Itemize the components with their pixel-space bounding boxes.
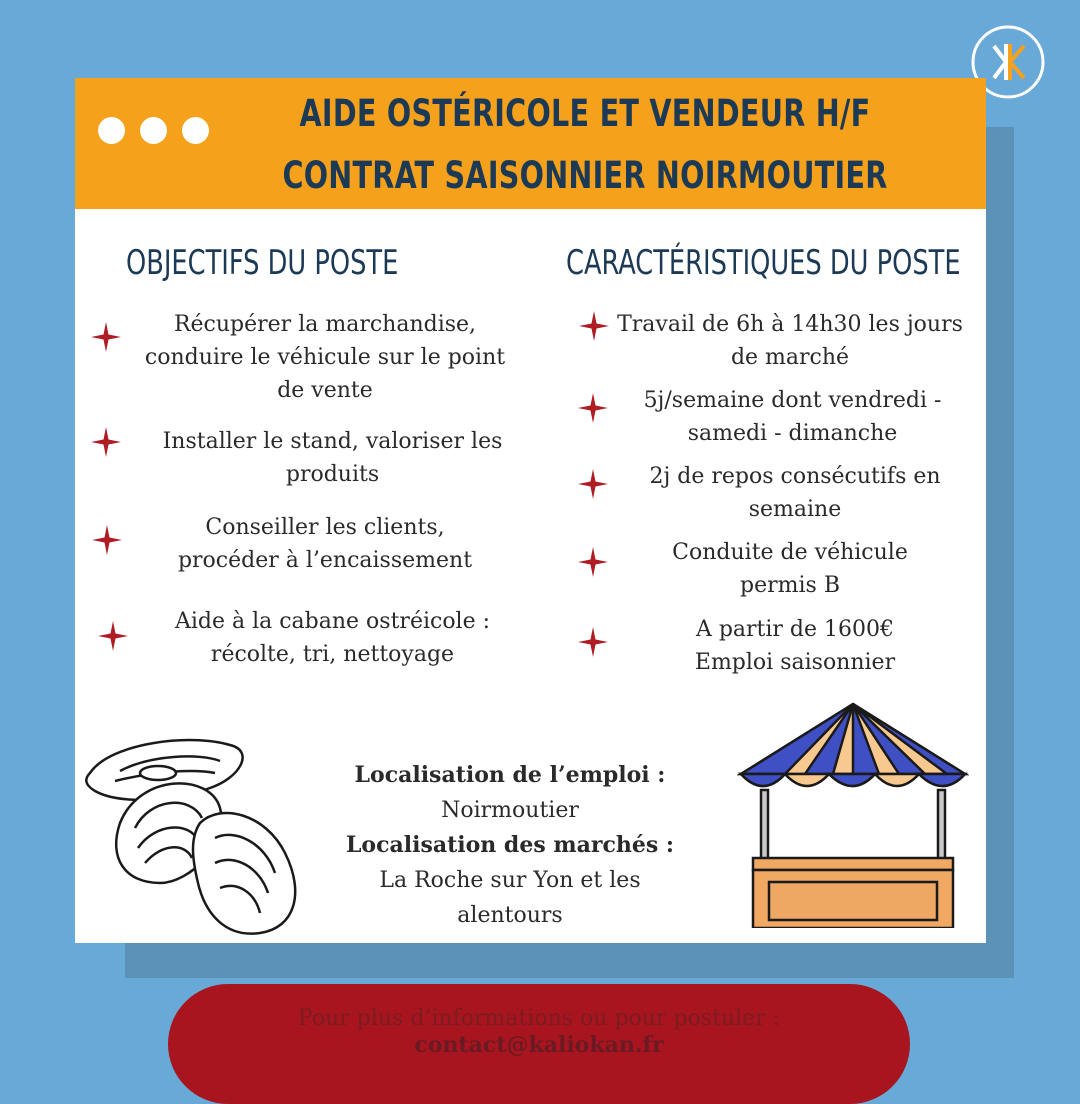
window-dots (98, 117, 209, 144)
four-point-star-icon (98, 621, 128, 651)
markets-location-value: La Roche sur Yon et les alentours (379, 868, 641, 928)
job-location-value: Noirmoutier (441, 798, 579, 823)
contact-banner (168, 984, 910, 1104)
oysters-illustration (80, 733, 320, 947)
dot (182, 117, 209, 144)
market-stand-illustration (737, 698, 969, 932)
objectives-title: OBJECTIFS DU POSTE (126, 243, 399, 283)
card-header (75, 78, 986, 209)
characteristic-item: Conduite de véhicule permis B (672, 540, 908, 598)
objective-item: Récupérer la marchandise, conduire le véhicule sur le point de vente (144, 312, 506, 403)
contact-email-link[interactable]: contact@kaliokan.fr (414, 1032, 664, 1058)
job-card (75, 78, 986, 943)
job-title: AIDE OSTÉRICOLE ET VENDEUR H/F (299, 92, 871, 135)
characteristic-item: 2j de repos consécutifs en semaine (649, 464, 941, 522)
four-point-star-icon (578, 627, 608, 657)
characteristic-item: A partir de 1600€ Emploi saisonnier (694, 617, 896, 675)
characteristic-item: 5j/semaine dont vendredi - samedi - dimanche (643, 388, 942, 446)
four-point-star-icon (578, 393, 608, 423)
four-point-star-icon (578, 469, 608, 499)
markets-location-label: Localisation des marchés : (345, 832, 675, 858)
objective-item: Aide à la cabane ostréicole : récolte, tri, nettoyage (174, 609, 491, 667)
characteristics-title: CARACTÉRISTIQUES DU POSTE (566, 243, 961, 283)
four-point-star-icon (92, 525, 122, 555)
characteristic-item: Travail de 6h à 14h30 les jours de marché (617, 312, 963, 370)
dot (98, 117, 125, 144)
objective-item: Conseiller les clients, procéder à l’encaissement (177, 515, 473, 573)
dot (140, 117, 167, 144)
contact-prompt: Pour plus d’informations ou pour postuler : (297, 1006, 781, 1031)
four-point-star-icon (91, 322, 121, 352)
four-point-star-icon (578, 547, 608, 577)
objective-item: Installer le stand, valoriser les produits (162, 429, 503, 487)
job-location-label: Localisation de l’emploi : (354, 762, 666, 788)
job-subtitle: CONTRAT SAISONNIER NOIRMOUTIER (282, 154, 888, 197)
four-point-star-icon (91, 427, 121, 457)
location-block (325, 758, 695, 933)
